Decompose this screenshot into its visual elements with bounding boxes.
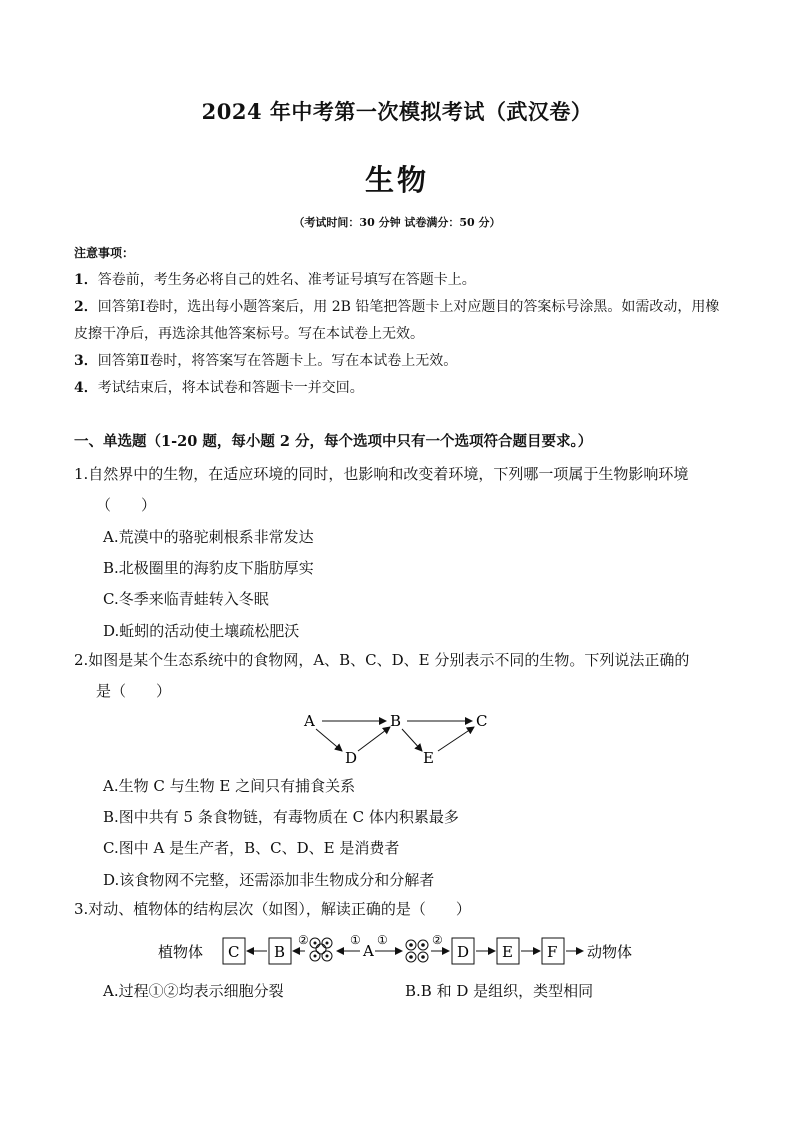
question-stem: 1.自然界中的生物，在适应环境的同时，也影响和改变着环境，下列哪一项属于生物影响环境 <box>74 465 689 483</box>
exam-title: 2024 年中考第一次模拟考试（武汉卷） <box>201 99 593 124</box>
question-stem-cont: （ ） <box>96 496 157 514</box>
option-d: D.蚯蚓的活动使土壤疏松肥沃 <box>103 622 300 640</box>
cell-cluster-right <box>406 940 428 962</box>
option-a: A.生物 C 与生物 E 之间只有捕食关系 <box>103 777 356 795</box>
notice-item-2: 2．回答第Ⅰ卷时，选出每小题答案后，用 2B 铅笔把答题卡上对应题目的答案标号涂黑。如需改动，用橡 <box>74 299 720 315</box>
svg-text:C: C <box>228 943 240 961</box>
food-web-diagram <box>290 705 510 775</box>
notice-item-1: 1．答卷前，考生务必将自己的姓名、准考证号填写在答题卡上。 <box>74 272 476 288</box>
animal-label: 动物体 <box>587 943 633 961</box>
arrow-a-d <box>316 729 342 751</box>
notice-item-3: 3．回答第Ⅱ卷时，将答案写在答题卡上。写在本试卷上无效。 <box>74 353 458 369</box>
svg-text:B: B <box>274 943 286 961</box>
question-2 <box>74 645 734 707</box>
question-stem-cont: 是（ ） <box>96 682 172 700</box>
notice-item-4: 4．考试结束后，将本试卷和答题卡一并交回。 <box>74 380 364 396</box>
svg-text:②: ② <box>298 933 309 947</box>
notice-block <box>74 240 734 402</box>
svg-text:②: ② <box>432 933 443 947</box>
node-c: C <box>476 712 488 730</box>
option-b: B.图中共有 5 条食物链，有毒物质在 C 体内积累最多 <box>103 808 459 826</box>
arrow-e-c <box>438 727 474 751</box>
arrow-b-e <box>402 729 422 751</box>
exam-info: （考试时间：30 分钟 试卷满分：50 分） <box>293 216 501 229</box>
option-a: A.荒漠中的骆驼刺根系非常发达 <box>103 528 314 546</box>
option-d: D.该食物网不完整，还需添加非生物成分和分解者 <box>103 871 435 889</box>
question-1 <box>74 459 734 521</box>
plant-label: 植物体 <box>158 943 204 961</box>
structure-levels-diagram <box>155 928 645 972</box>
question-3 <box>74 894 734 925</box>
node-b: B <box>390 712 402 730</box>
svg-text:D: D <box>457 943 470 961</box>
node-e: E <box>423 749 434 767</box>
option-b: B.北极圈里的海豹皮下脂肪厚实 <box>103 559 314 577</box>
notice-item-2-cont: 皮擦干净后，再选涂其他答案标号。写在本试卷上无效。 <box>74 326 424 342</box>
question-stem: 2.如图是某个生态系统中的食物网，A、B、C、D、E 分别表示不同的生物。下列说法正确的 <box>74 651 690 669</box>
node-a: A <box>304 712 315 730</box>
center-a: A <box>363 942 374 960</box>
svg-text:①: ① <box>377 933 388 947</box>
svg-text:E: E <box>502 943 513 961</box>
option-c: C.图中 A 是生产者，B、C、D、E 是消费者 <box>103 839 400 857</box>
question-stem: 3.对动、植物体的结构层次（如图），解读正确的是（ ） <box>74 900 471 918</box>
notice-heading: 注意事项： <box>74 246 135 260</box>
cell-cluster-left <box>310 938 332 961</box>
option-c: C.冬季来临青蛙转入冬眠 <box>103 590 269 608</box>
arrow-d-b <box>358 727 390 751</box>
svg-text:F: F <box>547 943 558 961</box>
section-title: 一、单选题（1-20 题，每小题 2 分，每个选项中只有一个选项符合题目要求。） <box>74 433 593 450</box>
option-a: A.过程①②均表示细胞分裂 <box>103 982 284 1000</box>
node-d: D <box>345 749 358 767</box>
option-b: B.B 和 D 是组织，类型相同 <box>405 982 594 1000</box>
svg-text:①: ① <box>350 933 361 947</box>
subject-title: 生物 <box>364 163 429 197</box>
